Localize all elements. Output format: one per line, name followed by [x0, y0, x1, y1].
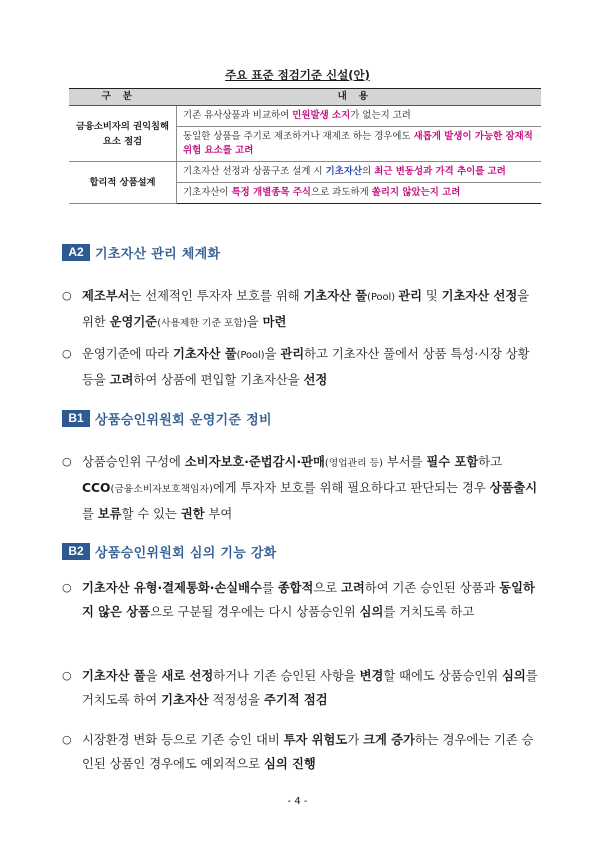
text-run: 관리 — [398, 289, 422, 303]
text-run: 는 선제적인 투자자 보호를 위해 — [129, 289, 304, 303]
text-run: 에게 투자자 보호를 위해 필요하다고 판단되는 경우 — [212, 481, 490, 495]
text-run: 소비자보호·준법감시·판매 — [184, 455, 325, 469]
text-run: 을 — [145, 669, 162, 683]
text-run: 을 — [246, 315, 263, 329]
content-cell — [177, 127, 542, 162]
bullet-marker: ○ — [62, 581, 72, 594]
text-run: 하거나 기존 승인된 사항을 — [213, 669, 360, 683]
bullet-marker: ○ — [62, 669, 72, 682]
table-row — [69, 106, 541, 127]
text-run: 최근 변동성과 가격 추이를 고려 — [374, 166, 506, 177]
text-run: 의 — [362, 166, 375, 177]
bullet-text — [82, 450, 542, 526]
text-run: 적정성을 — [208, 693, 264, 707]
bullet-item — [62, 450, 542, 526]
text-run: 기초자산이 — [183, 187, 232, 198]
text-run: (영업관리 등) — [324, 458, 383, 469]
bullet-item — [62, 728, 542, 776]
page-number: - 4 - — [287, 796, 308, 807]
bullet-text — [82, 576, 542, 624]
text-run: 으로 구분될 경우에는 다시 상품승인위 — [149, 605, 360, 619]
bullet-item — [62, 284, 542, 336]
bullet-item — [62, 342, 542, 392]
category-cell: 합리적 상품설계 — [69, 162, 177, 204]
text-run: 하고 기초자산 풀에서 상품 특성·시장 상황 등을 — [82, 347, 530, 387]
text-run: (사용제한 기준 포함) — [157, 318, 247, 329]
text-run: CCO — [82, 481, 111, 495]
section-badge: A2 — [62, 244, 90, 261]
text-run: 권한 — [180, 507, 205, 521]
content-cell — [177, 183, 542, 204]
text-run: (Pool) — [367, 292, 399, 303]
text-run: 기초자산 선정과 상품구조 설계 시 — [183, 166, 326, 177]
text-run: (Pool) — [236, 350, 265, 361]
bullet-marker: ○ — [62, 455, 72, 468]
text-run: 상품출시 — [489, 481, 538, 495]
text-run: 투자 위험도 — [283, 733, 348, 747]
content-cell — [177, 106, 542, 127]
text-run: 새로 선정 — [161, 669, 214, 683]
text-run: 가 — [347, 733, 364, 747]
text-run: 동일하지 않은 상품 — [82, 581, 535, 619]
section-title: 기초자산 관리 체계화 — [95, 246, 221, 262]
text-run: 할 수 있는 — [121, 507, 181, 521]
text-run: 운영기준 — [109, 315, 158, 329]
text-run: 하고 — [478, 455, 502, 469]
section-heading — [62, 542, 277, 560]
text-run: 심의 — [502, 669, 526, 683]
table-header-row — [69, 89, 541, 106]
bullet-text — [82, 284, 542, 336]
text-run: 부서를 — [382, 455, 427, 469]
text-run: 하여 상품에 편입할 기초자산을 — [133, 373, 304, 387]
table-row — [69, 162, 541, 183]
text-run: 기초자산 풀 — [172, 347, 237, 361]
text-run: 시장환경 변화 등으로 기존 승인 대비 — [82, 733, 284, 747]
text-run: 및 — [421, 289, 442, 303]
section-heading — [62, 243, 220, 261]
section-badge: B2 — [62, 543, 90, 560]
text-run: 심의 — [359, 605, 384, 619]
section-title: 상품승인위원회 운영기준 정비 — [95, 412, 272, 428]
section-heading — [62, 409, 272, 427]
bullet-marker: ○ — [62, 289, 72, 302]
text-run: 으로 — [313, 581, 342, 595]
text-run: 새롭게 발생이 가능한 잠재적 위험 요소를 고려 — [183, 131, 533, 156]
text-run: 기초자산 풀 — [303, 289, 368, 303]
text-run: 보류 — [97, 507, 122, 521]
text-run: 제조부서 — [82, 289, 130, 303]
bullet-marker: ○ — [62, 347, 72, 360]
text-run: 기초자산 풀 — [82, 669, 146, 683]
category-cell: 금융소비자의 권익침해요소 점검 — [69, 106, 177, 162]
text-run: 변경 — [359, 669, 384, 683]
content-cell — [177, 162, 542, 183]
text-run: 을 — [264, 347, 281, 361]
text-run: 상품승인위 구성에 — [82, 455, 185, 469]
text-run: 를 — [82, 507, 98, 521]
text-run: 고려 — [109, 373, 134, 387]
standards-table — [69, 88, 541, 204]
text-run: 를 — [261, 581, 278, 595]
text-run: 기초자산 — [325, 166, 363, 177]
text-run: 을 위한 — [82, 289, 530, 329]
text-run: 필수 포함 — [426, 455, 479, 469]
text-run: 마련 — [262, 315, 287, 329]
header-content: 내용 — [177, 89, 542, 106]
text-run: 으로 과도하게 — [311, 187, 372, 198]
text-run: 특정 개별종목 주식 — [231, 187, 312, 198]
text-run: (금융소비자보호책임자) — [110, 484, 213, 495]
text-run: 운영기준에 따라 — [82, 347, 173, 361]
text-run: 부여 — [204, 507, 233, 521]
text-run: 동일한 상품을 주기로 제조하거나 재제조 하는 경우에도 — [183, 131, 414, 142]
text-run: 쏠리지 않았는지 고려 — [371, 187, 461, 198]
text-run: 크게 증가 — [363, 733, 415, 747]
text-run: 를 거치도록 하여 — [82, 669, 538, 707]
text-run: 기초자산 — [161, 693, 209, 707]
text-run: 기초자산 선정 — [441, 289, 518, 303]
text-run: 기존 유사상품과 비교하여 — [183, 110, 293, 121]
section-badge: B1 — [62, 410, 90, 427]
bullet-item — [62, 664, 542, 712]
table-title: 주요 표준 점검기준 신설(안) — [225, 68, 370, 82]
text-run: 고려 — [341, 581, 365, 595]
bullet-text — [82, 664, 542, 712]
text-run: 관리 — [280, 347, 305, 361]
bullet-text — [82, 342, 542, 392]
bullet-text — [82, 728, 542, 776]
header-category: 구분 — [69, 89, 177, 106]
text-run: 하여 기존 승인된 상품과 — [364, 581, 500, 595]
text-run: 심의 진행 — [263, 757, 316, 771]
text-run: 를 거치도록 하고 — [383, 605, 475, 619]
bullet-marker: ○ — [62, 733, 72, 746]
text-run: 할 때에도 상품승인위 — [383, 669, 502, 683]
text-run: 민원발생 소지 — [292, 110, 351, 121]
bullet-item — [62, 576, 542, 624]
text-run: 가 없는지 고려 — [350, 110, 411, 121]
text-run: 종합적 — [277, 581, 314, 595]
text-run: 선정 — [303, 373, 328, 387]
text-run: 하는 경우에는 기존 승인된 상품인 경우에도 예외적으로 — [82, 733, 534, 771]
text-run: 주기적 점검 — [263, 693, 328, 707]
text-run: 기초자산 유형·결제통화·손실배수 — [82, 581, 262, 595]
section-title: 상품승인위원회 심의 기능 강화 — [95, 545, 277, 561]
